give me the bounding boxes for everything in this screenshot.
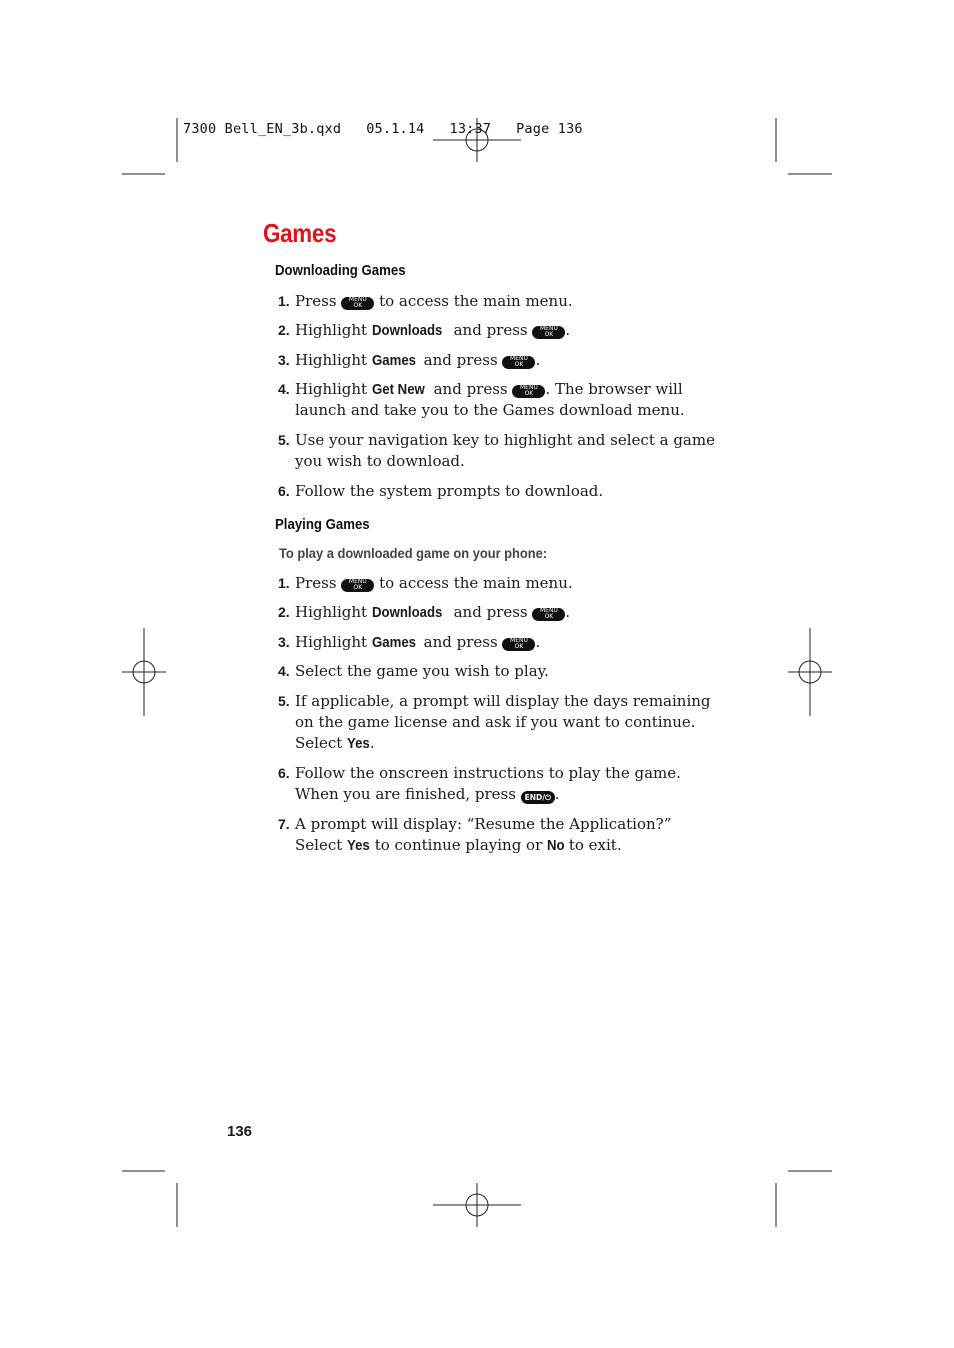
keyword: Get New xyxy=(371,381,425,398)
step-number: 7. xyxy=(278,816,290,832)
menu-ok-key-icon: MENU OK xyxy=(502,356,535,369)
keyword: No xyxy=(547,837,565,854)
menu-ok-key-icon: MENU OK xyxy=(341,579,374,592)
play-step-5: 5. If applicable, a prompt will display the days remaining on the game license and ask if you want to continue. Select Yes. xyxy=(278,692,711,752)
step-number: 3. xyxy=(278,352,290,368)
menu-ok-key-icon: MENU OK xyxy=(502,638,535,651)
download-step-4: 4. Highlight Get New and press MENU OK . The browser will launch and take you to the Games download menu. xyxy=(278,380,685,419)
keyword: Games xyxy=(371,634,416,651)
download-step-3: 3. Highlight Games and press MENU OK . xyxy=(278,351,541,369)
step-number: 5. xyxy=(278,432,290,448)
keyword: Downloads xyxy=(371,322,443,339)
menu-ok-key-icon: MENU OK xyxy=(532,326,565,339)
section-heading-downloading: Downloading Games xyxy=(275,262,406,279)
keyword: Games xyxy=(371,352,416,369)
file-slug: 7300 Bell_EN_3b.qxd 05.1.14 13:37 Page 136 xyxy=(183,121,583,137)
step-number: 4. xyxy=(278,663,290,679)
download-step-6: 6. Follow the system prompts to download. xyxy=(278,482,604,500)
step-number: 5. xyxy=(278,693,290,709)
play-step-1: 1. Press MENU OK to access the main menu. xyxy=(278,574,573,592)
step-number: 2. xyxy=(278,604,290,620)
step-number: 3. xyxy=(278,634,290,650)
step-number: 2. xyxy=(278,322,290,338)
play-step-4: 4. Select the game you wish to play. xyxy=(278,662,549,680)
keyword: Yes xyxy=(347,735,370,752)
play-step-3: 3. Highlight Games and press MENU OK . xyxy=(278,633,541,651)
play-step-6: 6. Follow the onscreen instructions to play the game. When you are finished, press END/⏻ . xyxy=(278,764,681,803)
page-number: 136 xyxy=(227,1123,253,1140)
playing-subheading: To play a downloaded game on your phone: xyxy=(279,545,548,561)
page-title: Games xyxy=(263,218,337,248)
step-number: 6. xyxy=(278,483,290,499)
section-heading-playing: Playing Games xyxy=(275,516,370,533)
step-number: 1. xyxy=(278,293,290,309)
menu-ok-key-icon: MENU OK xyxy=(512,385,545,398)
play-step-2: 2. Highlight Downloads and press MENU OK . xyxy=(278,603,571,621)
download-step-2: 2. Highlight Downloads and press MENU OK . xyxy=(278,321,571,339)
step-number: 6. xyxy=(278,765,290,781)
keyword: Downloads xyxy=(371,604,443,621)
step-number: 1. xyxy=(278,575,290,591)
keyword: Yes xyxy=(347,837,370,854)
menu-ok-key-icon: MENU OK xyxy=(532,608,565,621)
download-step-5: 5. Use your navigation key to highlight and select a game you wish to download. xyxy=(278,431,715,470)
menu-ok-key-icon: MENU OK xyxy=(341,297,374,310)
step-number: 4. xyxy=(278,381,290,397)
end-power-key-icon: END/⏻ xyxy=(521,791,555,804)
download-step-1: 1. Press MENU OK to access the main menu. xyxy=(278,292,573,310)
play-step-7: 7. A prompt will display: “Resume the Application?” Select Yes to continue playing or No to exit. xyxy=(278,815,672,854)
